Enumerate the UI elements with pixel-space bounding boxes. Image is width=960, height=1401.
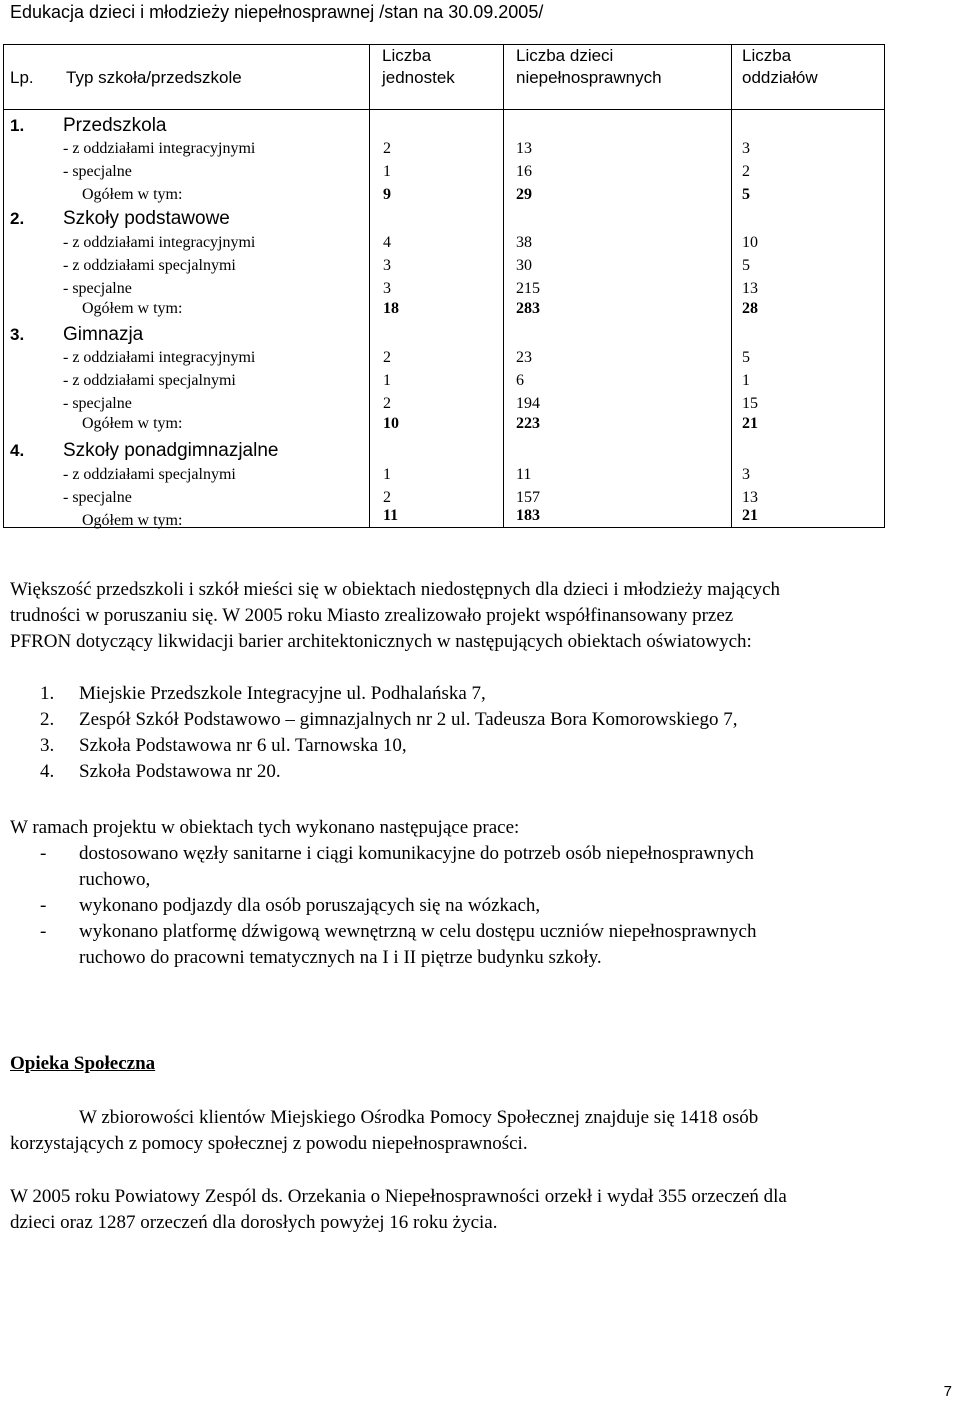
children-value: 16 xyxy=(516,163,532,180)
header-children-line2: niepełnosprawnych xyxy=(516,68,662,87)
list-number: 2. xyxy=(40,709,55,730)
classes-total: 21 xyxy=(742,507,758,524)
section-name: Przedszkola xyxy=(63,115,167,136)
paragraph-line: Większość przedszkoli i szkół mieści się w obiektach niedostępnych dla dzieci i młodzieży mających xyxy=(10,579,781,600)
children-total: 29 xyxy=(516,186,532,203)
column-divider xyxy=(503,44,504,528)
work-item-line: wykonano podjazdy dla osób poruszających się na wózkach, xyxy=(79,895,541,916)
row-label: - specjalne xyxy=(63,163,132,180)
work-item-line: ruchowo, xyxy=(79,869,151,890)
paragraph-line: W 2005 roku Powiatowy Zespól ds. Orzekania o Niepełnosprawności orzekł i wydał 355 orzeczeń dla xyxy=(10,1186,787,1207)
column-divider xyxy=(731,44,732,528)
children-value: 38 xyxy=(516,234,532,251)
row-label: - z oddziałami specjalnymi xyxy=(63,257,236,274)
bullet-dash: - xyxy=(40,895,47,916)
children-total: 283 xyxy=(516,300,540,317)
classes-total: 21 xyxy=(742,415,758,432)
units-value: 1 xyxy=(383,466,391,483)
section-number: 3. xyxy=(10,325,25,344)
units-value: 2 xyxy=(383,140,391,157)
units-value: 2 xyxy=(383,489,391,506)
list-number: 4. xyxy=(40,761,55,782)
section-number: 4. xyxy=(10,441,25,460)
bullet-dash: - xyxy=(40,843,47,864)
children-value: 30 xyxy=(516,257,532,274)
list-item: Szkoła Podstawowa nr 20. xyxy=(79,761,281,782)
units-total: 11 xyxy=(383,507,399,524)
units-total: 10 xyxy=(383,415,399,432)
document-title: Edukacja dzieci i młodzieży niepełnosprawnej /stan na 30.09.2005/ xyxy=(10,2,544,22)
units-value: 1 xyxy=(383,372,391,389)
children-value: 157 xyxy=(516,489,540,506)
work-item-line: ruchowo do pracowni tematycznych na I i II piętrze budynku szkoły. xyxy=(79,947,602,968)
children-value: 11 xyxy=(516,466,532,483)
paragraph-line: PFRON dotyczący likwidacji barier architektonicznych w następujących obiektach oświatowych: xyxy=(10,631,752,652)
children-value: 23 xyxy=(516,349,532,366)
classes-total: 5 xyxy=(742,186,750,203)
total-label: Ogółem w tym: xyxy=(82,415,183,432)
section-heading: Opieka Społeczna xyxy=(10,1053,156,1074)
units-value: 2 xyxy=(383,395,391,412)
list-item: Zespół Szkół Podstawowo – gimnazjalnych nr 2 ul. Tadeusza Bora Komorowskiego 7, xyxy=(79,709,738,730)
children-total: 223 xyxy=(516,415,540,432)
classes-total: 28 xyxy=(742,300,758,317)
classes-value: 3 xyxy=(742,466,750,483)
paragraph-line: korzystających z pomocy społecznej z powodu niepełnosprawności. xyxy=(10,1133,528,1154)
row-label: - z oddziałami integracyjnymi xyxy=(63,349,256,366)
header-children-line1: Liczba dzieci xyxy=(516,46,614,65)
header-units-line1: Liczba xyxy=(382,46,432,65)
column-divider xyxy=(369,44,370,528)
work-item-line: dostosowano węzły sanitarne i ciągi komunikacyjne do potrzeb osób niepełnosprawnych xyxy=(79,843,754,864)
classes-value: 1 xyxy=(742,372,750,389)
classes-value: 15 xyxy=(742,395,758,412)
units-total: 18 xyxy=(383,300,399,317)
total-label: Ogółem w tym: xyxy=(82,512,183,529)
children-value: 215 xyxy=(516,280,540,297)
header-type: Typ szkoła/przedszkole xyxy=(66,68,242,87)
classes-value: 10 xyxy=(742,234,758,251)
section-name: Szkoły ponadgimnazjalne xyxy=(63,440,279,461)
header-classes-line2: oddziałów xyxy=(742,68,818,87)
children-total: 183 xyxy=(516,507,540,524)
total-label: Ogółem w tym: xyxy=(82,300,183,317)
units-value: 1 xyxy=(383,163,391,180)
header-lp: Lp. xyxy=(10,68,34,87)
paragraph-line: trudności w poruszaniu się. W 2005 roku Miasto zrealizowało projekt współfinansowany przez xyxy=(10,605,734,626)
row-label: - z oddziałami specjalnymi xyxy=(63,372,236,389)
list-item: Miejskie Przedszkole Integracyjne ul. Podhalańska 7, xyxy=(79,683,486,704)
row-label: - specjalne xyxy=(63,489,132,506)
classes-value: 2 xyxy=(742,163,750,180)
list-number: 3. xyxy=(40,735,55,756)
paragraph-line: dzieci oraz 1287 orzeczeń dla dorosłych powyżej 16 roku życia. xyxy=(10,1212,498,1233)
units-value: 4 xyxy=(383,234,391,251)
units-value: 3 xyxy=(383,280,391,297)
row-label: - specjalne xyxy=(63,395,132,412)
children-value: 13 xyxy=(516,140,532,157)
row-label: - specjalne xyxy=(63,280,132,297)
page-number: 7 xyxy=(943,1383,952,1400)
classes-value: 13 xyxy=(742,280,758,297)
header-divider xyxy=(3,109,885,110)
section-number: 2. xyxy=(10,209,25,228)
units-total: 9 xyxy=(383,186,391,203)
units-value: 2 xyxy=(383,349,391,366)
units-value: 3 xyxy=(383,257,391,274)
works-intro: W ramach projektu w obiektach tych wykonano następujące prace: xyxy=(10,817,520,838)
bullet-dash: - xyxy=(40,921,47,942)
section-number: 1. xyxy=(10,116,25,135)
row-label: - z oddziałami integracyjnymi xyxy=(63,140,256,157)
classes-value: 5 xyxy=(742,349,750,366)
row-label: - z oddziałami specjalnymi xyxy=(63,466,236,483)
row-label: - z oddziałami integracyjnymi xyxy=(63,234,256,251)
classes-value: 13 xyxy=(742,489,758,506)
section-name: Szkoły podstawowe xyxy=(63,208,230,229)
section-name: Gimnazja xyxy=(63,324,144,345)
children-value: 194 xyxy=(516,395,540,412)
header-classes-line1: Liczba xyxy=(742,46,792,65)
list-number: 1. xyxy=(40,683,55,704)
header-units-line2: jednostek xyxy=(382,68,455,87)
classes-value: 5 xyxy=(742,257,750,274)
total-label: Ogółem w tym: xyxy=(82,186,183,203)
paragraph-line: W zbiorowości klientów Miejskiego Ośrodka Pomocy Społecznej znajduje się 1418 osób xyxy=(79,1107,759,1128)
children-value: 6 xyxy=(516,372,524,389)
list-item: Szkoła Podstawowa nr 6 ul. Tarnowska 10, xyxy=(79,735,407,756)
work-item-line: wykonano platformę dźwigową wewnętrzną w celu dostępu uczniów niepełnosprawnych xyxy=(79,921,757,942)
classes-value: 3 xyxy=(742,140,750,157)
